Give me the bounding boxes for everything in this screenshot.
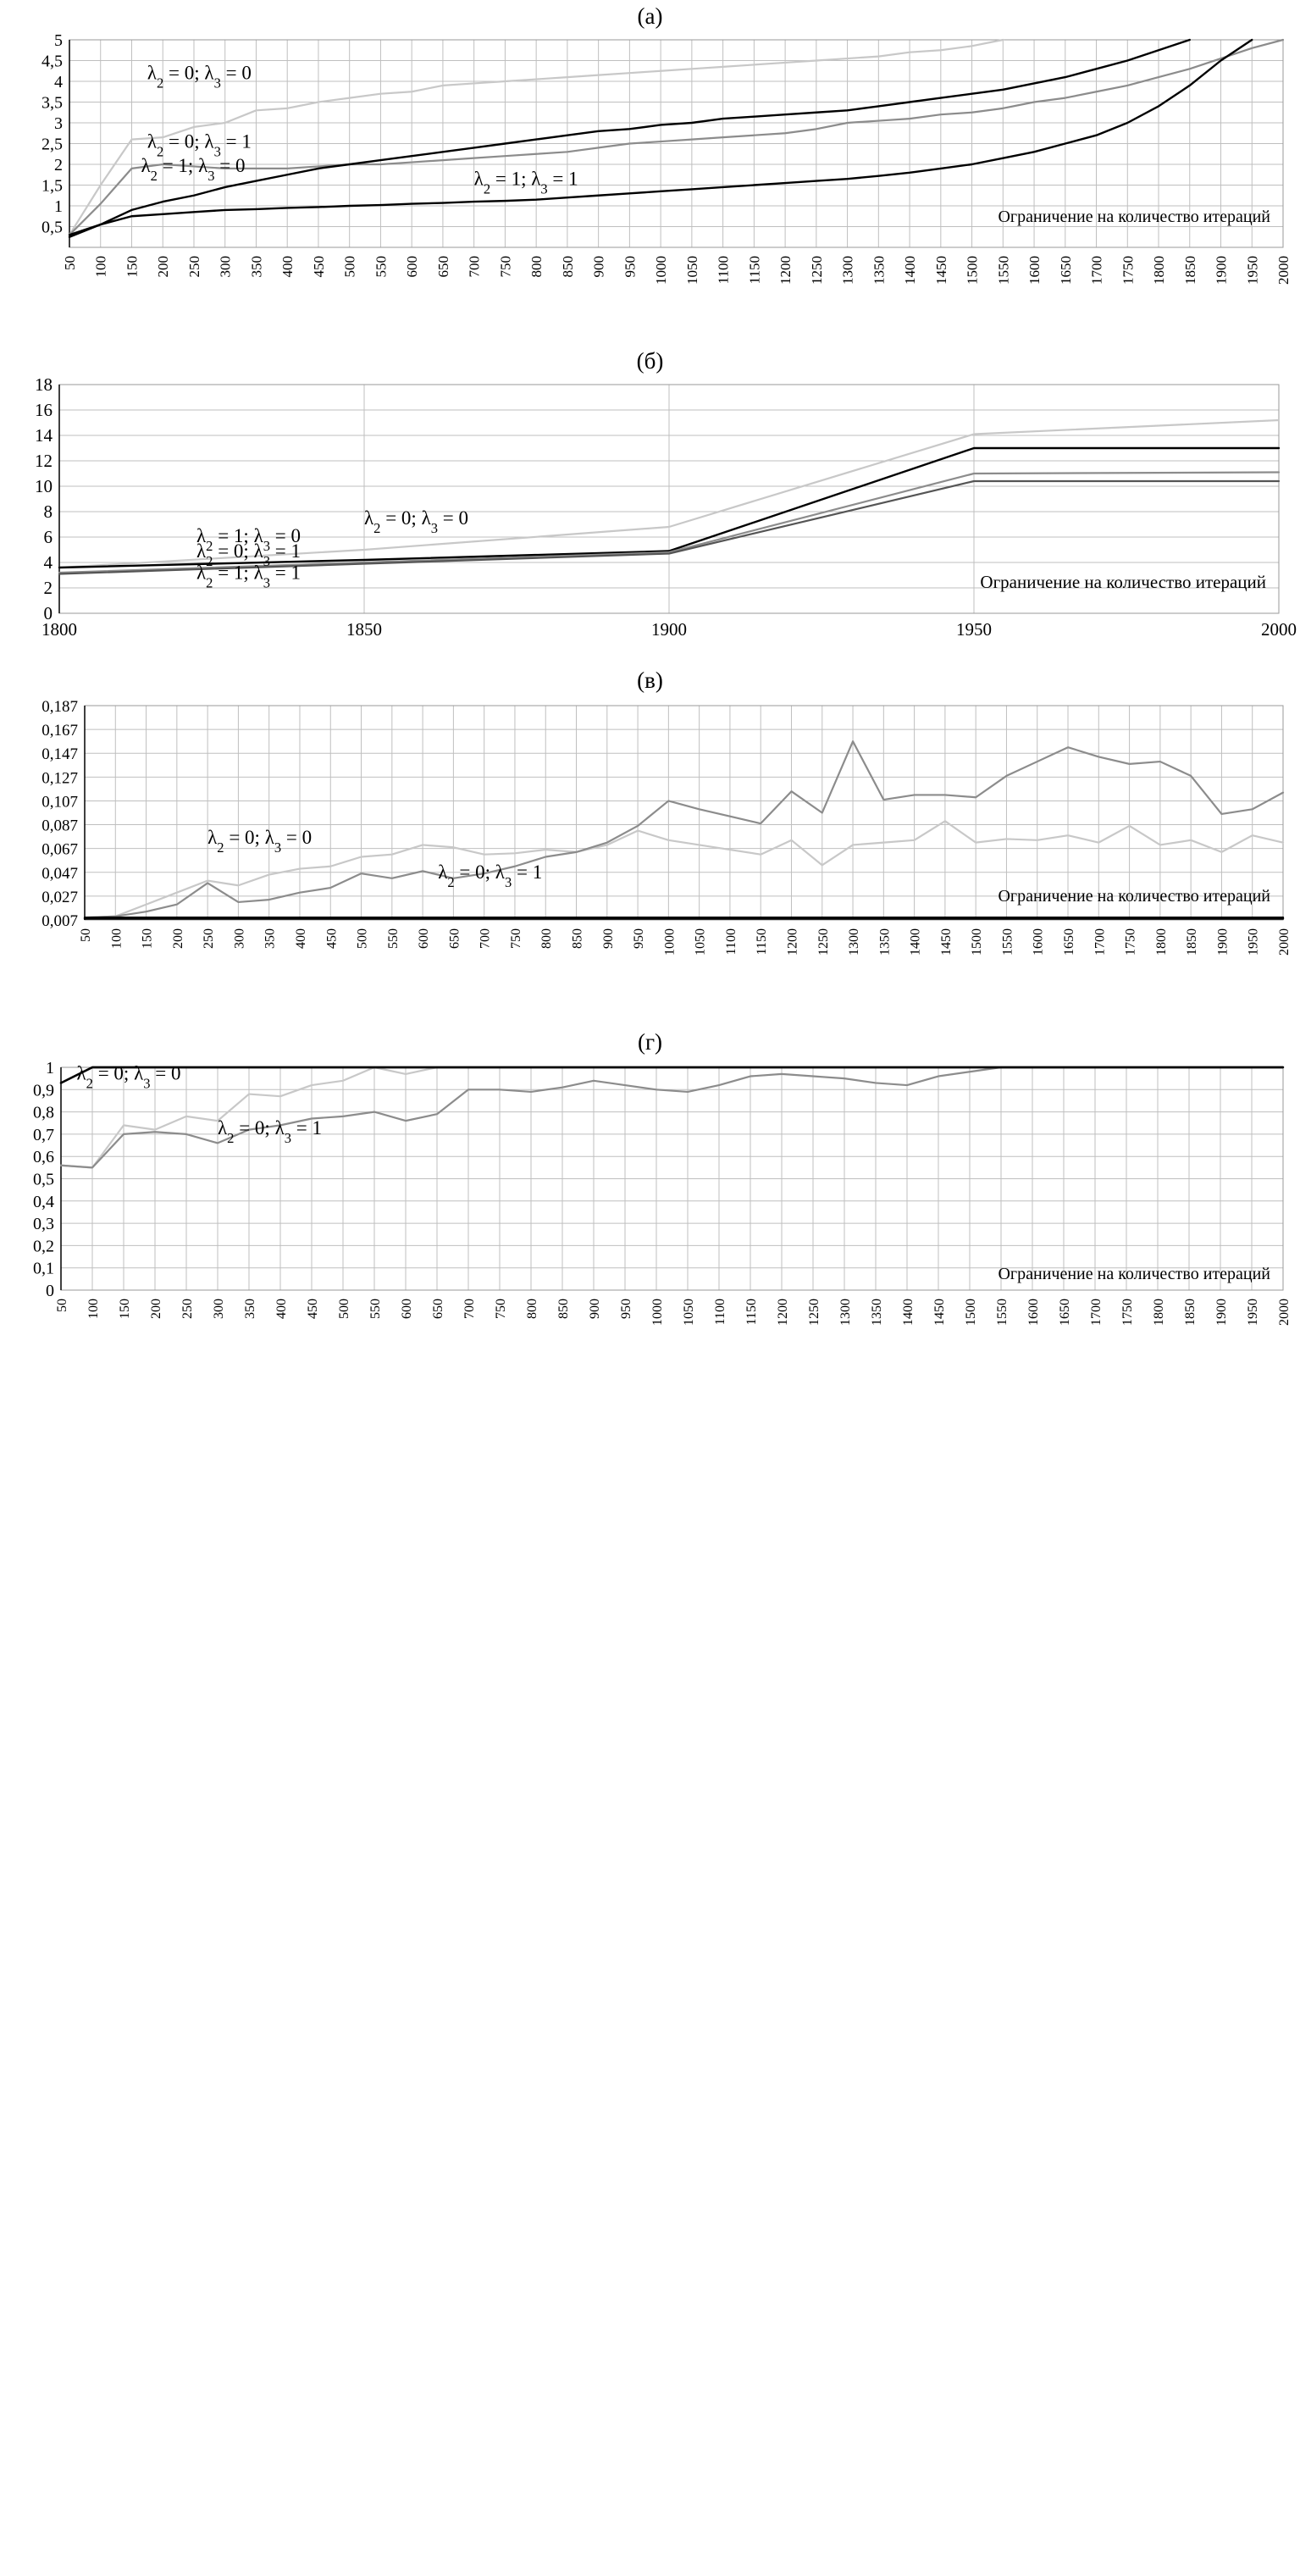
svg-text:1900: 1900 <box>651 619 687 640</box>
svg-text:1200: 1200 <box>776 1299 790 1326</box>
panel-a <box>0 0 1300 345</box>
svg-text:4: 4 <box>43 552 53 573</box>
svg-text:600: 600 <box>404 256 421 278</box>
svg-text:2: 2 <box>43 578 53 598</box>
svg-text:1200: 1200 <box>785 928 800 956</box>
svg-text:450: 450 <box>310 256 327 278</box>
svg-text:0,067: 0,067 <box>41 840 78 859</box>
svg-text:850: 850 <box>556 1299 571 1319</box>
svg-text:1400: 1400 <box>902 256 919 285</box>
svg-text:500: 500 <box>355 928 370 949</box>
svg-text:350: 350 <box>263 928 278 949</box>
svg-text:0,127: 0,127 <box>41 769 78 788</box>
svg-text:1800: 1800 <box>1152 1299 1166 1326</box>
svg-text:1000: 1000 <box>650 1299 665 1326</box>
svg-text:0,087: 0,087 <box>41 817 78 835</box>
svg-text:16: 16 <box>35 400 53 420</box>
svg-text:1900: 1900 <box>1213 256 1230 285</box>
svg-text:1400: 1400 <box>908 928 923 956</box>
svg-text:Ограничение на количество итер: Ограничение на количество итераций <box>998 1265 1270 1283</box>
svg-text:800: 800 <box>539 928 555 949</box>
svg-text:0,1: 0,1 <box>33 1259 54 1278</box>
svg-text:λ2 = 1; λ3 = 1: $\lambda_2 = 1$; $\lambda_3 = 1$ <box>196 562 301 590</box>
svg-text:0,8: 0,8 <box>33 1103 54 1122</box>
svg-text:0,9: 0,9 <box>33 1081 54 1100</box>
svg-text:950: 950 <box>632 928 647 949</box>
panel-d-plot <box>0 1057 1300 1396</box>
svg-text:0: 0 <box>43 603 53 623</box>
svg-text:1200: 1200 <box>777 256 794 285</box>
svg-text:λ2 = 1; λ3 = 1: $\lambda_2 = 1$; $\lambda_3 = 1$ <box>473 168 578 197</box>
svg-text:1800: 1800 <box>41 619 77 640</box>
svg-text:5: 5 <box>54 31 63 50</box>
svg-text:12: 12 <box>35 451 53 471</box>
svg-text:450: 450 <box>324 928 340 949</box>
svg-text:λ2 = 0; λ3 = 1: $\lambda_2 = 0$; $\lambda_3 = 1$ <box>438 861 543 890</box>
svg-text:0,5: 0,5 <box>33 1170 54 1189</box>
svg-text:150: 150 <box>118 1299 132 1319</box>
svg-text:0,6: 0,6 <box>33 1148 54 1167</box>
svg-text:λ2 = 1; λ3 = 0: $\lambda_2 = 1$; $\lambda_3 = 0$ <box>196 525 301 554</box>
svg-text:250: 250 <box>185 256 202 278</box>
panel-b-plot <box>0 376 1300 664</box>
svg-text:1750: 1750 <box>1123 928 1138 956</box>
svg-text:1900: 1900 <box>1215 928 1231 956</box>
svg-text:1250: 1250 <box>816 928 831 956</box>
svg-text:650: 650 <box>434 256 451 278</box>
svg-text:450: 450 <box>306 1299 320 1319</box>
svg-text:8: 8 <box>43 501 53 522</box>
svg-text:1500: 1500 <box>964 256 981 285</box>
svg-text:1000: 1000 <box>653 256 670 285</box>
svg-text:λ2 = 1; λ3 = 0: $\lambda_2 = 1$; $\lambda_3 = 0$ <box>141 154 246 184</box>
svg-text:18: 18 <box>35 376 53 395</box>
svg-text:6: 6 <box>43 527 53 547</box>
svg-text:1350: 1350 <box>877 928 893 956</box>
svg-text:50: 50 <box>55 1299 69 1312</box>
svg-text:100: 100 <box>92 256 109 278</box>
svg-text:λ2 = 0; λ3 = 1: $\lambda_2 = 0$; $\lambda_3 = 1$ <box>218 1116 322 1146</box>
svg-text:1150: 1150 <box>746 256 763 285</box>
svg-text:250: 250 <box>180 1299 195 1319</box>
svg-text:1500: 1500 <box>970 928 985 956</box>
svg-text:1950: 1950 <box>1244 256 1261 285</box>
panel-c-title: (в) <box>637 668 663 693</box>
svg-text:1950: 1950 <box>1246 928 1261 956</box>
svg-text:400: 400 <box>293 928 308 949</box>
svg-text:0,187: 0,187 <box>41 698 78 716</box>
svg-text:500: 500 <box>337 1299 351 1319</box>
svg-text:1600: 1600 <box>1026 256 1043 285</box>
panel-d-title: (г) <box>637 1029 663 1055</box>
svg-text:0,4: 0,4 <box>33 1192 54 1211</box>
svg-text:λ2 = 0; λ3 = 0: $\lambda_2 = 0$; $\lambda_3 = 0$ <box>76 1062 181 1091</box>
svg-text:1550: 1550 <box>995 1299 1010 1326</box>
panel-b <box>0 345 1300 664</box>
svg-text:1950: 1950 <box>1246 1299 1260 1326</box>
svg-text:850: 850 <box>570 928 585 949</box>
svg-text:1100: 1100 <box>713 1299 727 1326</box>
svg-text:0,027: 0,027 <box>41 888 78 906</box>
svg-text:1350: 1350 <box>871 256 888 285</box>
chart-b <box>0 376 1300 664</box>
svg-text:850: 850 <box>559 256 576 278</box>
svg-text:550: 550 <box>385 928 401 949</box>
svg-text:1: 1 <box>54 197 63 216</box>
svg-text:400: 400 <box>274 1299 289 1319</box>
svg-text:1850: 1850 <box>346 619 382 640</box>
svg-text:λ2 = 0; λ3 = 0: $\lambda_2 = 0$; $\lambda_3 = 0$ <box>207 827 313 856</box>
svg-text:1450: 1450 <box>932 1299 947 1326</box>
svg-text:0,047: 0,047 <box>41 864 78 883</box>
svg-text:0,3: 0,3 <box>33 1215 54 1234</box>
svg-text:550: 550 <box>368 1299 383 1319</box>
svg-text:4,5: 4,5 <box>41 52 63 71</box>
svg-text:2: 2 <box>54 156 63 175</box>
svg-text:100: 100 <box>86 1299 101 1319</box>
svg-text:0,5: 0,5 <box>41 218 63 237</box>
svg-text:1050: 1050 <box>693 928 708 956</box>
svg-text:900: 900 <box>590 256 607 278</box>
svg-text:1400: 1400 <box>901 1299 916 1326</box>
svg-text:200: 200 <box>149 1299 163 1319</box>
svg-text:1450: 1450 <box>932 256 949 285</box>
svg-text:1300: 1300 <box>847 928 862 956</box>
svg-text:1500: 1500 <box>964 1299 978 1326</box>
svg-text:200: 200 <box>155 256 172 278</box>
panel-d <box>0 1026 1300 1396</box>
svg-text:800: 800 <box>528 256 545 278</box>
svg-text:2000: 2000 <box>1277 928 1292 956</box>
svg-text:1600: 1600 <box>1026 1299 1041 1326</box>
svg-text:800: 800 <box>525 1299 539 1319</box>
svg-text:0,107: 0,107 <box>41 793 78 812</box>
svg-text:300: 300 <box>232 928 247 949</box>
svg-text:1,5: 1,5 <box>41 176 63 196</box>
svg-text:500: 500 <box>341 256 358 278</box>
svg-text:1: 1 <box>46 1059 54 1077</box>
svg-text:1650: 1650 <box>1057 256 1074 285</box>
svg-text:1150: 1150 <box>744 1299 759 1326</box>
svg-text:700: 700 <box>478 928 493 949</box>
svg-text:1700: 1700 <box>1088 256 1105 285</box>
svg-text:1050: 1050 <box>682 1299 696 1326</box>
svg-text:0: 0 <box>46 1282 54 1300</box>
svg-text:3,5: 3,5 <box>41 93 63 113</box>
svg-text:1550: 1550 <box>1000 928 1015 956</box>
svg-text:10: 10 <box>35 476 53 496</box>
svg-text:600: 600 <box>417 928 432 949</box>
svg-text:1800: 1800 <box>1151 256 1168 285</box>
panel-a-title: (а) <box>637 3 663 29</box>
svg-text:λ2 = 0; λ3 = 0: $\lambda_2 = 0$; $\lambda_3 = 0$ <box>147 62 252 91</box>
chart-c <box>0 695 1300 1026</box>
svg-text:1650: 1650 <box>1058 1299 1072 1326</box>
svg-text:50: 50 <box>62 256 78 270</box>
svg-text:100: 100 <box>109 928 124 949</box>
svg-text:700: 700 <box>466 256 483 278</box>
svg-text:14: 14 <box>35 425 53 446</box>
svg-text:700: 700 <box>462 1299 477 1319</box>
svg-text:350: 350 <box>248 256 265 278</box>
svg-text:0,7: 0,7 <box>33 1125 54 1144</box>
svg-text:1850: 1850 <box>1185 928 1200 956</box>
svg-text:1250: 1250 <box>808 256 825 285</box>
svg-text:Ограничение на количество итер: Ограничение на количество итераций <box>980 572 1266 592</box>
svg-text:950: 950 <box>622 256 639 278</box>
panel-a-plot <box>0 31 1300 345</box>
svg-text:250: 250 <box>202 928 217 949</box>
svg-text:1950: 1950 <box>956 619 992 640</box>
svg-text:350: 350 <box>243 1299 257 1319</box>
svg-text:750: 750 <box>494 1299 508 1319</box>
panel-b-title: (б) <box>636 348 664 374</box>
svg-text:600: 600 <box>400 1299 414 1319</box>
svg-text:λ2 = 0; λ3 = 0: $\lambda_2 = 0$; $\lambda_3 = 0$ <box>364 507 468 536</box>
svg-text:1050: 1050 <box>683 256 700 285</box>
svg-text:900: 900 <box>588 1299 602 1319</box>
svg-text:0,167: 0,167 <box>41 722 78 740</box>
svg-text:1850: 1850 <box>1181 256 1198 285</box>
svg-text:1550: 1550 <box>995 256 1012 285</box>
svg-text:1700: 1700 <box>1093 928 1108 956</box>
svg-text:1300: 1300 <box>838 1299 853 1326</box>
svg-text:550: 550 <box>373 256 390 278</box>
panel-c <box>0 664 1300 1026</box>
svg-text:4: 4 <box>54 73 63 91</box>
svg-text:2000: 2000 <box>1275 256 1292 285</box>
svg-text:1250: 1250 <box>807 1299 821 1326</box>
svg-text:1100: 1100 <box>715 256 732 285</box>
svg-text:1800: 1800 <box>1153 928 1169 956</box>
svg-text:1600: 1600 <box>1031 928 1046 956</box>
svg-text:λ2 = 0; λ3 = 1: $\lambda_2 = 0$; $\lambda_3 = 1$ <box>196 540 301 569</box>
chart-a <box>0 31 1300 345</box>
svg-text:2,5: 2,5 <box>41 135 63 154</box>
svg-text:1700: 1700 <box>1089 1299 1104 1326</box>
svg-text:1300: 1300 <box>839 256 856 285</box>
svg-text:950: 950 <box>619 1299 633 1319</box>
svg-text:1450: 1450 <box>938 928 954 956</box>
svg-text:750: 750 <box>497 256 514 278</box>
svg-text:Ограничение на количество итер: Ограничение на количество итераций <box>998 208 1270 226</box>
panel-c-plot <box>0 695 1300 1026</box>
svg-text:0,007: 0,007 <box>41 912 78 930</box>
svg-text:1900: 1900 <box>1214 1299 1229 1326</box>
svg-text:650: 650 <box>431 1299 445 1319</box>
svg-text:900: 900 <box>600 928 616 949</box>
chart-d <box>0 1057 1300 1396</box>
svg-text:1650: 1650 <box>1062 928 1077 956</box>
svg-text:150: 150 <box>140 928 155 949</box>
svg-text:150: 150 <box>124 256 141 278</box>
svg-text:300: 300 <box>217 256 234 278</box>
svg-text:2000: 2000 <box>1277 1299 1292 1326</box>
svg-text:1150: 1150 <box>755 928 770 956</box>
svg-text:2000: 2000 <box>1261 619 1297 640</box>
svg-text:1850: 1850 <box>1183 1299 1198 1326</box>
svg-text:1000: 1000 <box>662 928 678 956</box>
svg-text:3: 3 <box>54 114 63 133</box>
svg-text:1350: 1350 <box>870 1299 884 1326</box>
svg-text:400: 400 <box>279 256 296 278</box>
svg-text:0,147: 0,147 <box>41 745 78 764</box>
svg-text:1100: 1100 <box>723 928 739 956</box>
svg-text:300: 300 <box>212 1299 226 1319</box>
svg-text:50: 50 <box>79 928 93 942</box>
svg-text:1750: 1750 <box>1120 256 1137 285</box>
svg-text:λ2 = 0; λ3 = 1: $\lambda_2 = 0$; $\lambda_3 = 1$ <box>147 130 252 159</box>
svg-text:650: 650 <box>447 928 462 949</box>
svg-text:200: 200 <box>170 928 185 949</box>
svg-text:750: 750 <box>508 928 523 949</box>
svg-text:1750: 1750 <box>1120 1299 1135 1326</box>
svg-text:Ограничение на количество итер: Ограничение на количество итераций <box>998 887 1270 906</box>
svg-text:0,2: 0,2 <box>33 1237 54 1256</box>
